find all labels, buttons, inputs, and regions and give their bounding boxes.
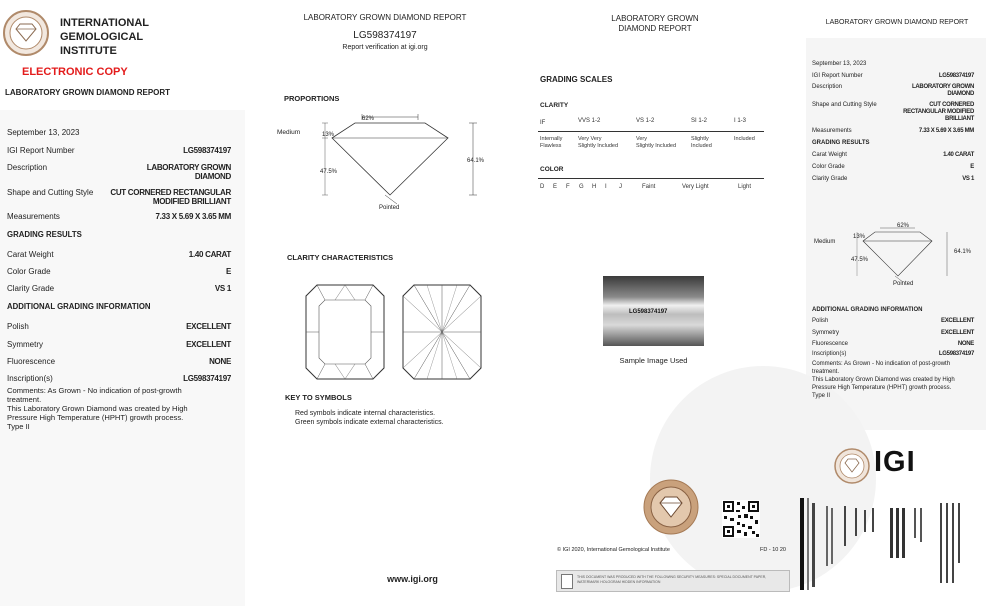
clarity-grade-if: IF bbox=[540, 120, 546, 126]
igi-bronze-seal bbox=[643, 479, 699, 535]
website: www.igi.org bbox=[387, 574, 438, 584]
color-letter-j: J bbox=[619, 184, 622, 190]
color-letter-f: F bbox=[566, 184, 570, 190]
clarity-scale-label: CLARITY bbox=[540, 102, 569, 109]
clarity-desc-vvs: Very Very Slightly Included bbox=[578, 136, 619, 149]
security-strip bbox=[556, 570, 790, 592]
copyright: © IGI 2020, International Gemological Institute bbox=[557, 547, 670, 553]
report-type: LABORATORY GROWN DIAMOND REPORT bbox=[5, 88, 171, 97]
igi-small-seal-logo bbox=[834, 448, 870, 484]
clarity-grade-si: SI 1-2 bbox=[691, 118, 708, 124]
org-name bbox=[60, 16, 149, 58]
row-description: Description LABORATORY GROWN DIAMOND bbox=[7, 163, 231, 181]
sample-inscription-text: LG598374197 bbox=[629, 309, 668, 315]
color-letter-h: H bbox=[592, 184, 597, 190]
form-code: FD - 10 20 bbox=[760, 547, 786, 553]
proportions-title: PROPORTIONS bbox=[284, 94, 340, 103]
clarity-desc-vs: Very Slightly Included bbox=[636, 136, 677, 149]
rotated-summary-strip bbox=[800, 498, 968, 590]
clarity-grade-i: I 1-3 bbox=[734, 118, 747, 124]
color-letter-e: E bbox=[553, 184, 558, 190]
prop-girdle: Medium bbox=[277, 129, 301, 136]
color-word-very-light: Very Light bbox=[682, 184, 709, 190]
key-line-red: Red symbols indicate internal characteristics. bbox=[295, 410, 436, 417]
right-prop-depth: 64.1% bbox=[954, 249, 972, 255]
igi-seal-logo bbox=[2, 9, 50, 57]
igi-logo-text: IGI bbox=[874, 446, 916, 478]
row-shape: Shape and Cutting Style CUT CORNERED RECTANGULAR MODIFIED BRILLIANT bbox=[7, 188, 231, 206]
clarity-scale-line bbox=[538, 131, 764, 132]
right-prop-crown: 13% bbox=[853, 234, 866, 240]
right-prop-table: 62% bbox=[897, 223, 910, 229]
right-row-description: Description LABORATORY GROWN DIAMOND bbox=[812, 84, 974, 97]
right-prop-culet: Pointed bbox=[893, 281, 914, 287]
grading-scales-title: GRADING SCALES bbox=[540, 75, 613, 84]
qr-code-icon bbox=[722, 500, 760, 538]
color-letter-d: D bbox=[540, 184, 545, 190]
right-additional-title: ADDITIONAL GRADING INFORMATION bbox=[812, 307, 923, 313]
sample-caption: Sample Image Used bbox=[619, 356, 688, 365]
key-line-green: Green symbols indicate external characteristics. bbox=[295, 419, 444, 426]
clarity-desc-if: Internally Flawless bbox=[540, 136, 563, 149]
clarity-desc-i: Included bbox=[734, 136, 755, 142]
electronic-copy-label: ELECTRONIC COPY bbox=[22, 66, 128, 78]
prop-culet: Pointed bbox=[379, 205, 400, 211]
prop-table: 62% bbox=[362, 116, 375, 122]
clarity-plot-pavilion bbox=[402, 284, 482, 380]
color-scale-line bbox=[538, 178, 764, 179]
clarity-plot-crown bbox=[305, 284, 385, 380]
additional-info-title: ADDITIONAL GRADING INFORMATION bbox=[7, 302, 151, 311]
comments: Comments: As Grown - No indication of post-growth treatment. This Laboratory Grown Diamond was created by High Pressure High Temperature (HPHT) growth process. Type II bbox=[7, 386, 188, 431]
middle-title: LABORATORY GROWN DIAMOND REPORT bbox=[303, 13, 467, 22]
key-to-symbols-title: KEY TO SYMBOLS bbox=[285, 393, 352, 402]
clarity-grade-vvs: VVS 1-2 bbox=[578, 118, 601, 124]
color-letter-g: G bbox=[579, 184, 584, 190]
grading-results-title: GRADING RESULTS bbox=[7, 230, 82, 239]
verification-text: Report verification at igi.org bbox=[342, 44, 428, 51]
color-scale-label: COLOR bbox=[540, 166, 564, 173]
sample-inscription-image bbox=[603, 276, 704, 346]
scales-title: LABORATORY GROWN DIAMOND REPORT bbox=[611, 14, 699, 33]
clarity-grade-vs: VS 1-2 bbox=[636, 118, 655, 124]
right-title: LABORATORY GROWN DIAMOND REPORT bbox=[825, 19, 969, 26]
prop-pavilion: 47.5% bbox=[320, 169, 338, 175]
security-text: THIS DOCUMENT WAS PRODUCED WITH THE FOLLOWING SECURITY MEASURES: SPECIAL DOCUMENT PAPER, WATERMARK HOLOGRAM HIDDEN INFORMATION bbox=[577, 575, 767, 584]
middle-report-number: LG598374197 bbox=[353, 30, 417, 41]
prop-crown: 13% bbox=[322, 132, 335, 138]
prop-depth: 64.1% bbox=[467, 158, 485, 164]
right-row-shape: Shape and Cutting Style CUT CORNERED RECTANGULAR MODIFIED BRILLIANT bbox=[812, 102, 974, 122]
right-grading-title: GRADING RESULTS bbox=[812, 140, 870, 146]
right-comments: Comments: As Grown - No indication of post-growth treatment. This Laboratory Grown Diamond was created by High Pressure High Temperature (HPHT) growth process. Type II bbox=[812, 361, 955, 399]
clarity-characteristics-title: CLARITY CHARACTERISTICS bbox=[287, 253, 394, 262]
org-name-line1: INTERNATIONAL bbox=[60, 17, 150, 29]
document-icon bbox=[561, 574, 573, 589]
org-name-line2: GEMOLOGICAL bbox=[60, 31, 144, 43]
right-prop-pavilion: 47.5% bbox=[851, 257, 869, 263]
clarity-desc-si: Slightly Included bbox=[691, 136, 712, 149]
color-word-faint: Faint bbox=[642, 184, 656, 190]
right-prop-girdle: Medium bbox=[814, 239, 836, 245]
proportions-diagram bbox=[275, 110, 495, 220]
color-word-light: Light bbox=[738, 184, 752, 190]
color-letter-i: I bbox=[605, 184, 607, 190]
org-name-line3: INSTITUTE bbox=[60, 45, 117, 57]
